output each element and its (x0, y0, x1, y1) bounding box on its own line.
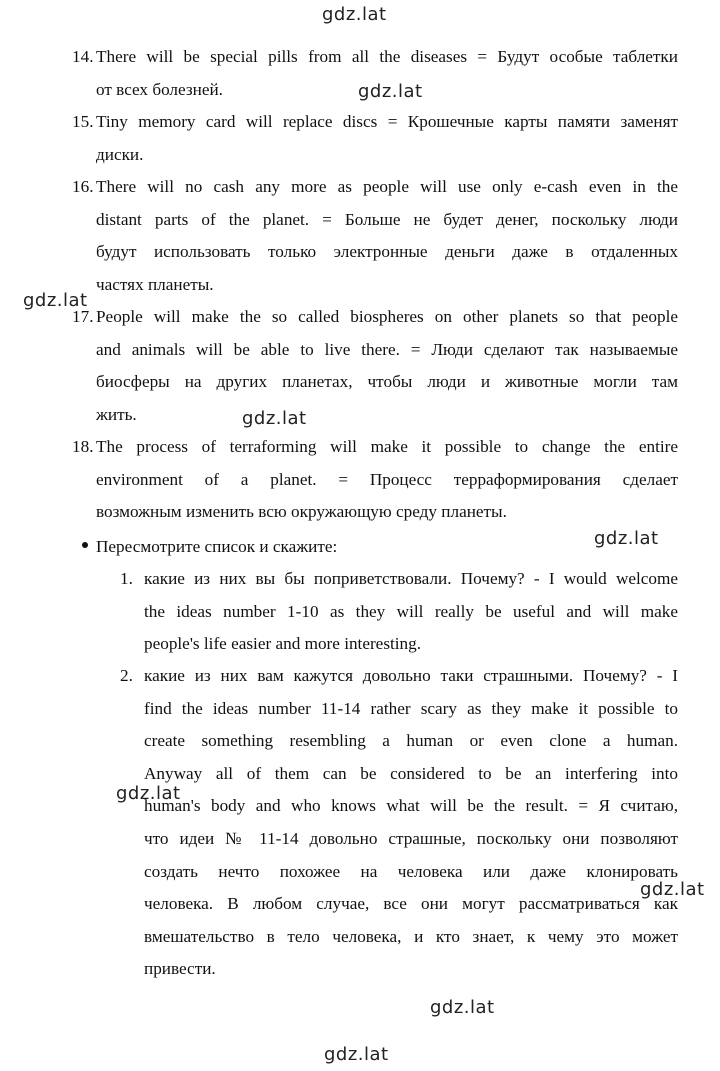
watermark: gdz.lat (242, 408, 307, 429)
sub-item-text: создать нечто похожее на человека или даже клонировать (144, 861, 678, 881)
sub-item-number: 1. (120, 569, 133, 588)
item-text: and animals will be able to live there. = Люди сделают так называемые (96, 339, 678, 359)
sub-item-text: Anyway all of them can be considered to be an interfering into (144, 763, 678, 783)
item-number: 18. (72, 437, 94, 456)
sub-item-text: что идеи № 11-14 довольно страшные, поскольку они позволяют (144, 828, 678, 848)
watermark: gdz.lat (430, 997, 495, 1018)
watermark-bottom: gdz.lat (324, 1044, 389, 1065)
sub-item-text: какие из них вам кажутся довольно таки страшными. Почему? - I (144, 666, 678, 685)
item-text: There will be special pills from all the diseases = Будут особые таблетки (96, 47, 678, 66)
item-number: 16. (72, 177, 94, 196)
sub-item-number: 2. (120, 666, 133, 685)
list-item-18 (72, 431, 678, 529)
item-text: There will no cash any more as people will use only e-cash even in the (96, 177, 678, 196)
item-text: жить. (96, 404, 137, 424)
watermark: gdz.lat (116, 783, 181, 804)
watermark: gdz.lat (594, 528, 659, 549)
sub-list-item-2 (120, 660, 678, 986)
item-text: будут использовать только электронные деньги даже в отдаленных (96, 242, 678, 262)
list-item-15 (72, 106, 678, 171)
list-item-17 (72, 301, 678, 431)
watermark-top: gdz.lat (322, 4, 387, 25)
sub-list-item-1 (120, 563, 678, 661)
sub-item-text: какие из них вы бы поприветствовали. Почему? - I would welcome (144, 569, 678, 588)
item-text: environment of a planet. = Процесс терраформирования сделает (96, 469, 678, 489)
list-item-16 (72, 171, 678, 301)
list-item-14 (72, 41, 678, 106)
item-text: частях планеты. (96, 274, 214, 294)
watermark: gdz.lat (358, 81, 423, 102)
sub-item-text: привести. (144, 959, 216, 979)
sub-item-text: people's life easier and more interesting. (144, 634, 422, 654)
sub-item-text: the ideas number 1-10 as they will really be useful and will make (144, 601, 678, 621)
sub-item-text: человека. В любом случае, все они могут рассматриваться как (144, 894, 678, 914)
bullet-dot-icon (82, 542, 88, 548)
item-text: Tiny memory card will replace discs = Крошечные карты памяти заменят (96, 112, 678, 131)
sub-item-text: вмешательство в тело человека, и кто знает, к чему это может (144, 926, 678, 946)
item-text: People will make the so called biospheres on other planets so that people (96, 307, 678, 326)
watermark: gdz.lat (23, 290, 88, 311)
item-text: биосферы на других планетах, чтобы люди и животные могли там (96, 372, 678, 392)
item-text: The process of terraforming will make it possible to change the entire (96, 437, 678, 456)
item-text: возможным изменить всю окружающую среду планеты. (96, 502, 507, 522)
item-number: 15. (72, 112, 94, 131)
bullet-text: Пересмотрите список и скажите: (96, 537, 338, 556)
item-number: 17. (72, 307, 94, 326)
sub-item-text: human's body and who knows what will be the result. = Я считаю, (144, 796, 678, 816)
sub-item-text: create something resembling a human or even clone a human. (144, 731, 678, 751)
item-number: 14. (72, 47, 94, 66)
item-text: диски. (96, 144, 144, 164)
bullet-item (82, 531, 678, 564)
sub-item-text: find the ideas number 11-14 rather scary as they make it possible to (144, 698, 678, 718)
item-text: от всех болезней. (96, 79, 223, 99)
watermark: gdz.lat (640, 879, 705, 900)
item-text: distant parts of the planet. = Больше не будет денег, поскольку люди (96, 209, 678, 229)
